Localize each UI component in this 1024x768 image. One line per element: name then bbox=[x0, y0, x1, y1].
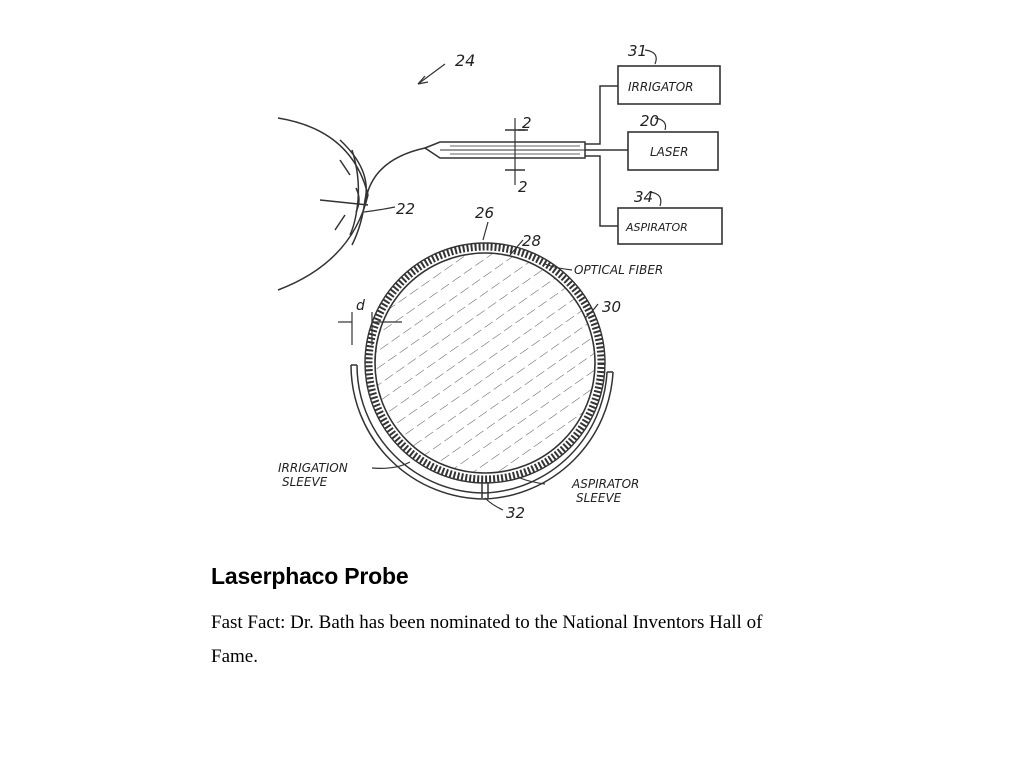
irrigator-label: IRRIGATOR bbox=[628, 80, 694, 94]
ref-2-top: 2 bbox=[522, 114, 532, 132]
eye-drawing bbox=[278, 118, 368, 290]
caption-title: Laserphaco Probe bbox=[211, 563, 409, 589]
aspirator-sleeve-label-1: ASPIRATOR bbox=[572, 477, 640, 491]
aspirator-sleeve-label-2: SLEEVE bbox=[576, 491, 622, 505]
ref-34: 34 bbox=[634, 188, 654, 206]
ref-22: 22 bbox=[396, 200, 416, 218]
ref-28: 28 bbox=[522, 232, 542, 250]
ref-2-bottom: 2 bbox=[518, 178, 528, 196]
aspirator-label: ASPIRATOR bbox=[626, 221, 688, 234]
ref-30: 30 bbox=[602, 298, 622, 316]
ref-d: d bbox=[356, 298, 365, 314]
laser-label: LASER bbox=[650, 145, 689, 159]
irrigation-sleeve-label-2: SLEEVE bbox=[282, 475, 328, 489]
ref-26: 26 bbox=[475, 204, 495, 222]
ref-24: 24 bbox=[455, 51, 476, 70]
ref-32: 32 bbox=[506, 504, 526, 522]
cross-section bbox=[338, 243, 613, 499]
ref-31: 31 bbox=[628, 42, 648, 60]
ref-20: 20 bbox=[640, 112, 660, 130]
optical-fiber-label: OPTICAL FIBER bbox=[574, 263, 664, 277]
irrigation-sleeve-label-1: IRRIGATION bbox=[278, 461, 348, 475]
caption-text: Fast Fact: Dr. Bath has been nominated to the National Inventors Hall of Fame. bbox=[211, 612, 763, 667]
